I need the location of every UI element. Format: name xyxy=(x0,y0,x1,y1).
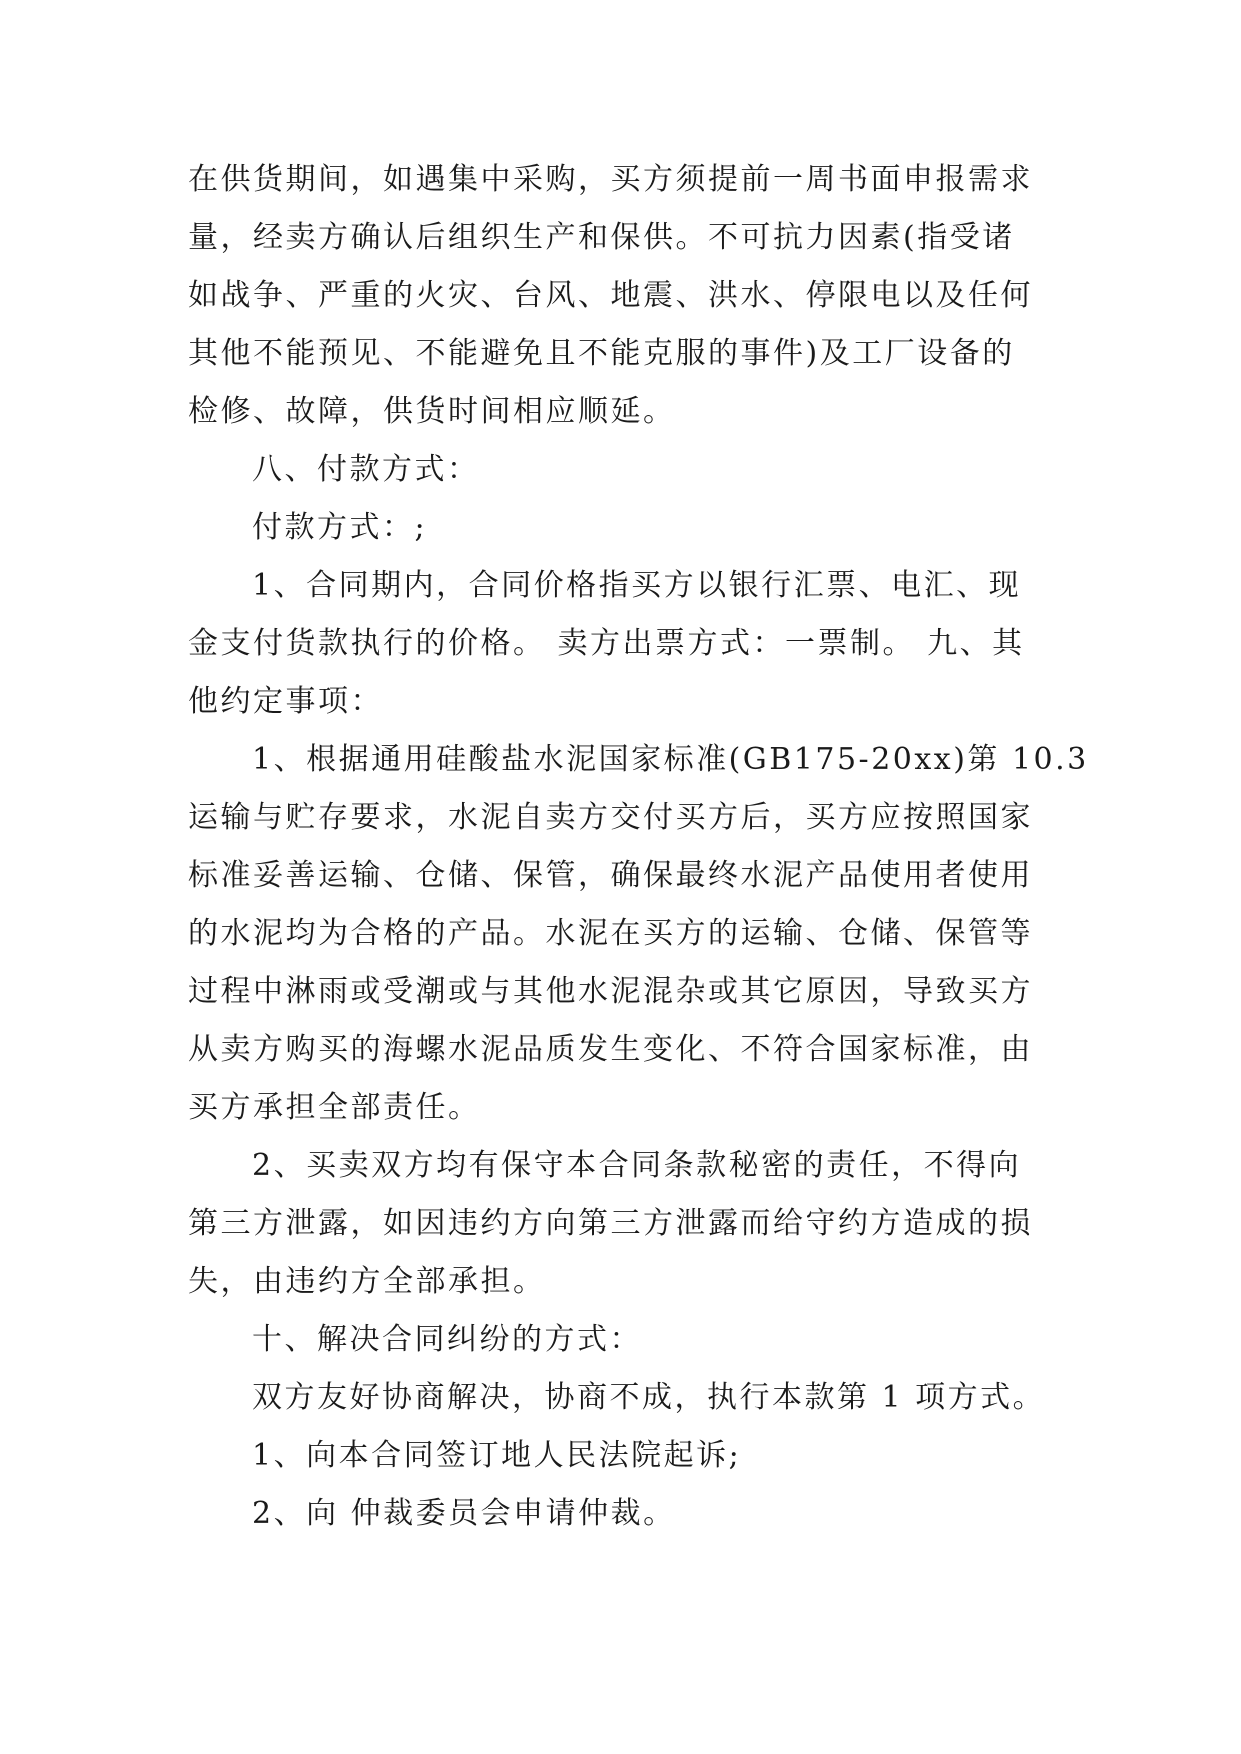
text-line: 标准妥善运输、仓储、保管，确保最终水泥产品使用者使用 xyxy=(188,858,1033,893)
text-line: 从卖方购买的海螺水泥品质发生变化、不符合国家标准，由 xyxy=(188,1032,1033,1067)
text-line: 1、根据通用硅酸盐水泥国家标准(GB175-20xx)第 10.3 xyxy=(252,742,1089,777)
text-line: 金支付货款执行的价格。 卖方出票方式：一票制。 九、其 xyxy=(188,626,1025,661)
text-line: 买方承担全部责任。 xyxy=(188,1090,481,1125)
text-line: 付款方式：; xyxy=(252,510,428,545)
text-line: 失，由违约方全部承担。 xyxy=(188,1264,546,1299)
text-line: 如战争、严重的火灾、台风、地震、洪水、停限电以及任何 xyxy=(188,278,1033,313)
text-line: 双方友好协商解决，协商不成，执行本款第 1 项方式。 xyxy=(252,1380,1046,1415)
text-line: 他约定事项： xyxy=(188,684,383,719)
text-line: 2、向 仲裁委员会申请仲裁。 xyxy=(252,1496,676,1531)
text-line: 的水泥均为合格的产品。水泥在买方的运输、仓储、保管等 xyxy=(188,916,1033,951)
text-line: 运输与贮存要求，水泥自卖方交付买方后，买方应按照国家 xyxy=(188,800,1033,835)
text-line: 第三方泄露，如因违约方向第三方泄露而给守约方造成的损 xyxy=(188,1206,1033,1241)
text-line: 2、买卖双方均有保守本合同条款秘密的责任，不得向 xyxy=(252,1148,1022,1183)
text-line: 过程中淋雨或受潮或与其他水泥混杂或其它原因，导致买方 xyxy=(188,974,1033,1009)
text-line: 1、合同期内，合同价格指买方以银行汇票、电汇、现 xyxy=(252,568,1022,603)
text-line: 在供货期间，如遇集中采购，买方须提前一周书面申报需求 xyxy=(188,162,1033,197)
text-line: 1、向本合同签订地人民法院起诉; xyxy=(252,1438,742,1473)
text-line: 量，经卖方确认后组织生产和保供。不可抗力因素(指受诸 xyxy=(188,220,1015,255)
section-heading: 十、解决合同纠纷的方式： xyxy=(252,1322,642,1357)
section-heading: 八、付款方式： xyxy=(252,452,480,487)
text-line: 检修、故障，供货时间相应顺延。 xyxy=(188,394,676,429)
text-line: 其他不能预见、不能避免且不能克服的事件)及工厂设备的 xyxy=(188,336,1015,371)
